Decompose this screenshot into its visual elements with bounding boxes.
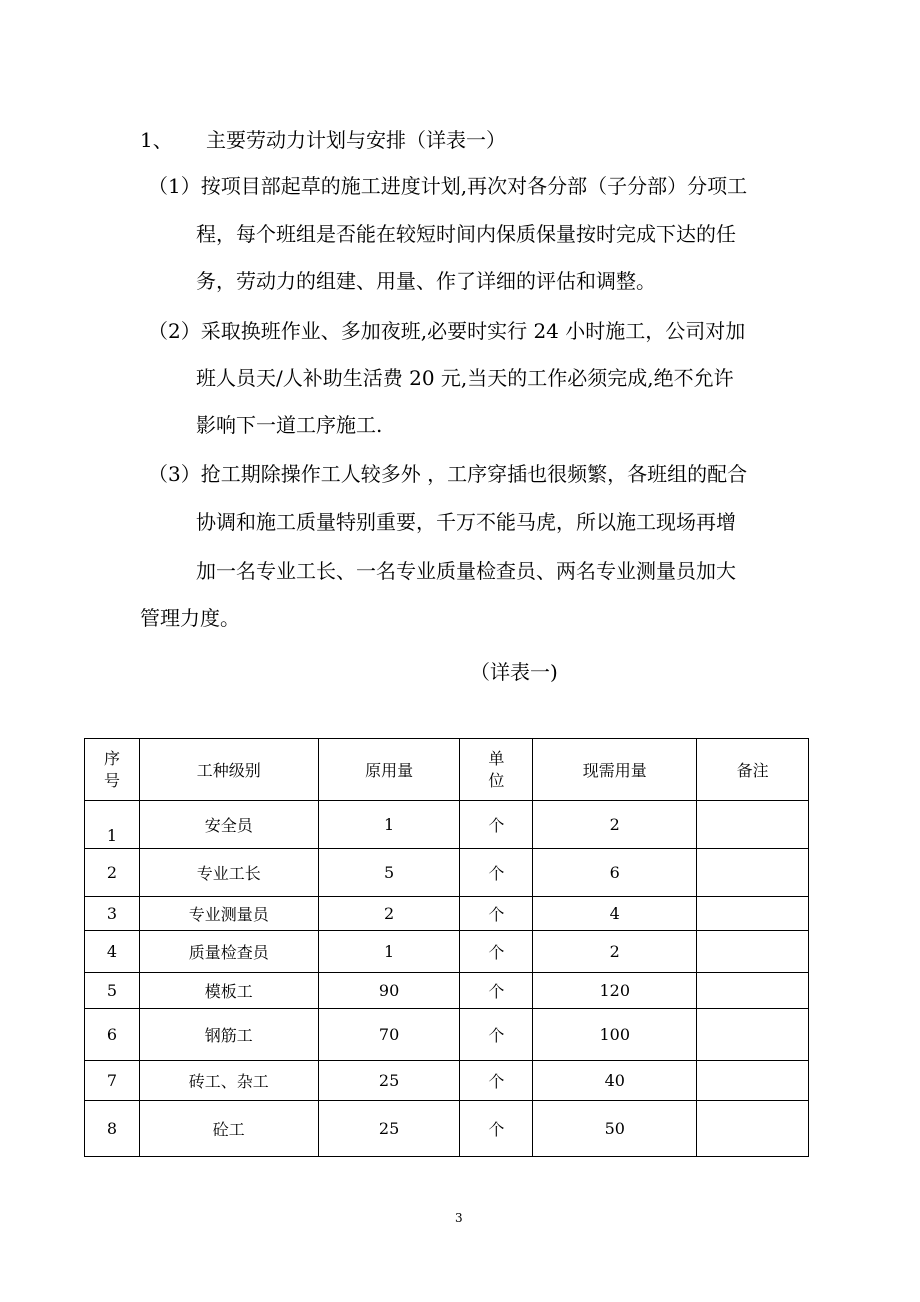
table-header-row <box>85 739 809 801</box>
section-number: 1、 <box>140 128 173 152</box>
item-3-line-2: 协调和施工质量特别重要，千万不能马虎，所以施工现场再增 <box>196 510 736 534</box>
item-3-line-3: 加一名专业工长、一名专业质量检查员、两名专业测量员加大 <box>196 559 736 583</box>
section-heading: 主要劳动力计划与安排（详表一） <box>206 128 506 152</box>
item-2-line-2: 班人员天/人补助生活费 20 元,当天的工作必须完成,绝不允许 <box>196 366 734 390</box>
item-2-line-1: （2）采取换班作业、多加夜班,必要时实行 24 小时施工，公司对加 <box>148 319 746 343</box>
header-remarks: 备注 <box>697 739 809 801</box>
labor-plan-table <box>84 738 809 1157</box>
item-3-line-4: 管理力度。 <box>140 606 240 630</box>
item-2-line-3: 影响下一道工序施工. <box>196 413 383 437</box>
header-required-qty: 现需用量 <box>533 739 697 801</box>
header-unit: 单位 <box>460 739 533 801</box>
table-caption: （详表一) <box>470 660 558 684</box>
item-1-line-1: （1）按项目部起草的施工进度计划,再次对各分部（子分部）分项工 <box>148 174 748 198</box>
header-job-type: 工种级别 <box>139 739 318 801</box>
table-row: 6 钢筋工 70 个 100 <box>85 1009 809 1061</box>
table-row: 4 质量检查员 1 个 2 <box>85 931 809 973</box>
table-row: 8 砼工 25 个 50 <box>85 1101 809 1157</box>
item-3-line-1: （3）抢工期除操作工人较多外 ，工序穿插也很频繁，各班组的配合 <box>148 462 748 486</box>
table-row: 2 专业工长 5 个 6 <box>85 849 809 897</box>
table-row: 3 专业测量员 2 个 4 <box>85 897 809 931</box>
table-row: 7 砖工、杂工 25 个 40 <box>85 1061 809 1101</box>
page-number: 3 <box>455 1211 463 1225</box>
table-row: 5 模板工 90 个 120 <box>85 973 809 1009</box>
header-seq: 序号 <box>85 739 140 801</box>
item-1-line-3: 务，劳动力的组建、用量、作了详细的评估和调整。 <box>196 269 656 293</box>
header-original-qty: 原用量 <box>318 739 460 801</box>
item-1-line-2: 程，每个班组是否能在较短时间内保质保量按时完成下达的任 <box>196 222 736 246</box>
table-row: 1 安全员 1 个 2 <box>85 801 809 849</box>
